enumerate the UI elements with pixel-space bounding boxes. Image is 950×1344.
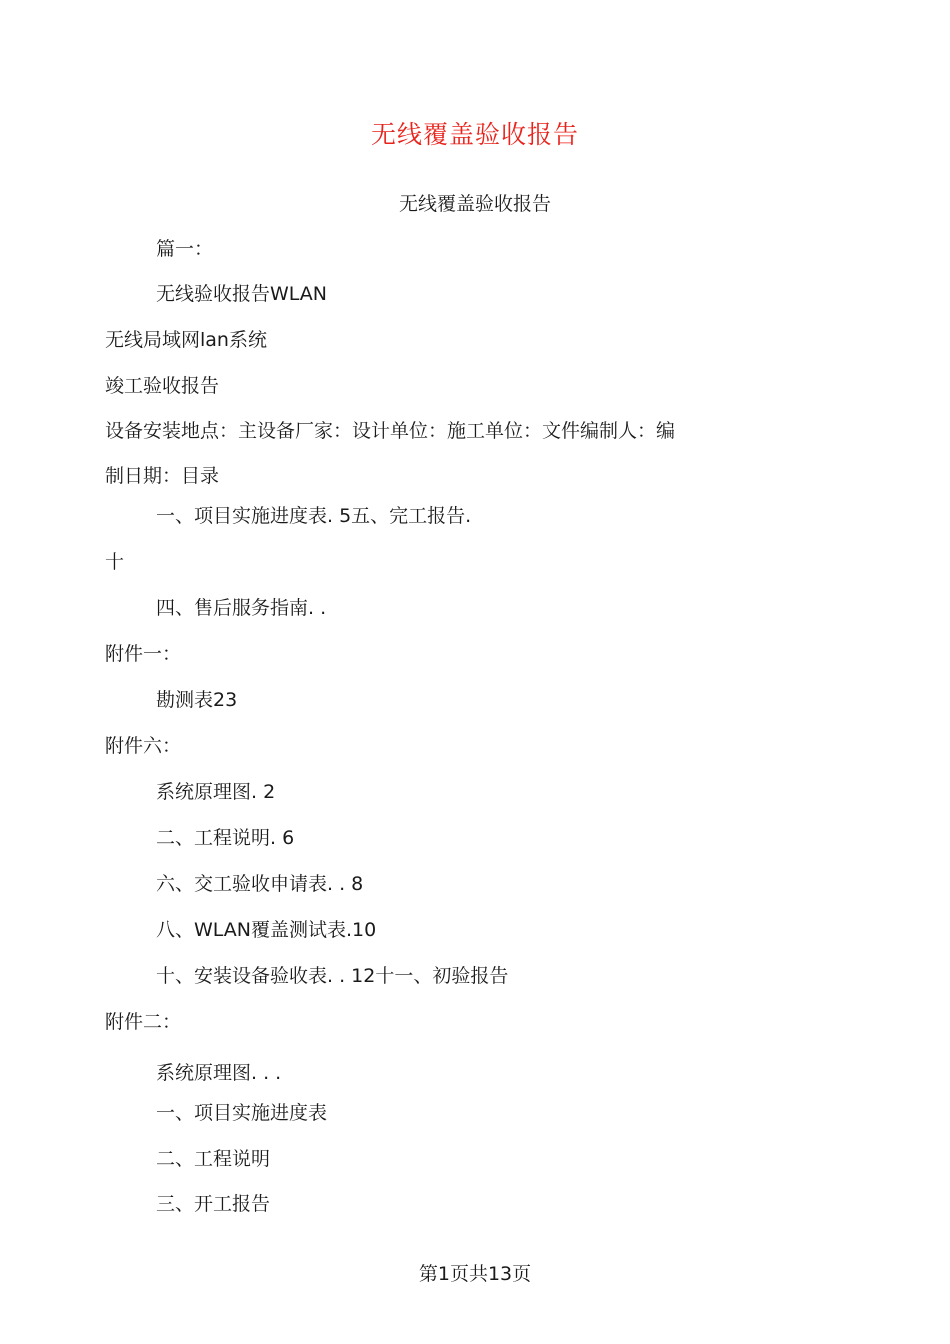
toc-line: 一、项目实施进度表. 5五、完工报告.	[156, 505, 472, 527]
toc-line: 一、项目实施进度表	[156, 1102, 328, 1124]
appendix-heading: 附件六：	[105, 735, 182, 757]
toc-line: 二、工程说明	[156, 1148, 271, 1170]
toc-line: 八、WLAN覆盖测试表.10	[156, 919, 377, 941]
toc-line: 四、售后服务指南. .	[156, 597, 327, 619]
page-footer: 第1页共13页	[418, 1263, 532, 1285]
toc-line: 十、安装设备验收表. . 12十一、初验报告	[156, 965, 509, 987]
document-title: 无线覆盖验收报告	[370, 120, 579, 149]
toc-line: 勘测表23	[156, 689, 238, 711]
appendix-heading: 附件二：	[105, 1011, 182, 1033]
body-line: 制日期：目录	[105, 465, 220, 487]
toc-line: 系统原理图. 2	[156, 781, 276, 803]
toc-line: 三、开工报告	[156, 1193, 271, 1215]
body-line: 竣工验收报告	[105, 375, 220, 397]
body-line: 无线局域网lan系统	[105, 329, 267, 351]
toc-line: 十	[105, 551, 125, 573]
body-line: 设备安装地点：主设备厂家：设计单位：施工单位：文件编制人：编	[105, 420, 676, 442]
toc-line: 系统原理图. . .	[156, 1062, 282, 1084]
toc-line: 二、工程说明. 6	[156, 827, 295, 849]
body-line: 篇一：	[156, 238, 214, 260]
appendix-heading: 附件一：	[105, 643, 182, 665]
document-subtitle: 无线覆盖验收报告	[398, 193, 551, 215]
toc-line: 六、交工验收申请表. . 8	[156, 873, 364, 895]
body-line: 无线验收报告WLAN	[156, 283, 328, 305]
